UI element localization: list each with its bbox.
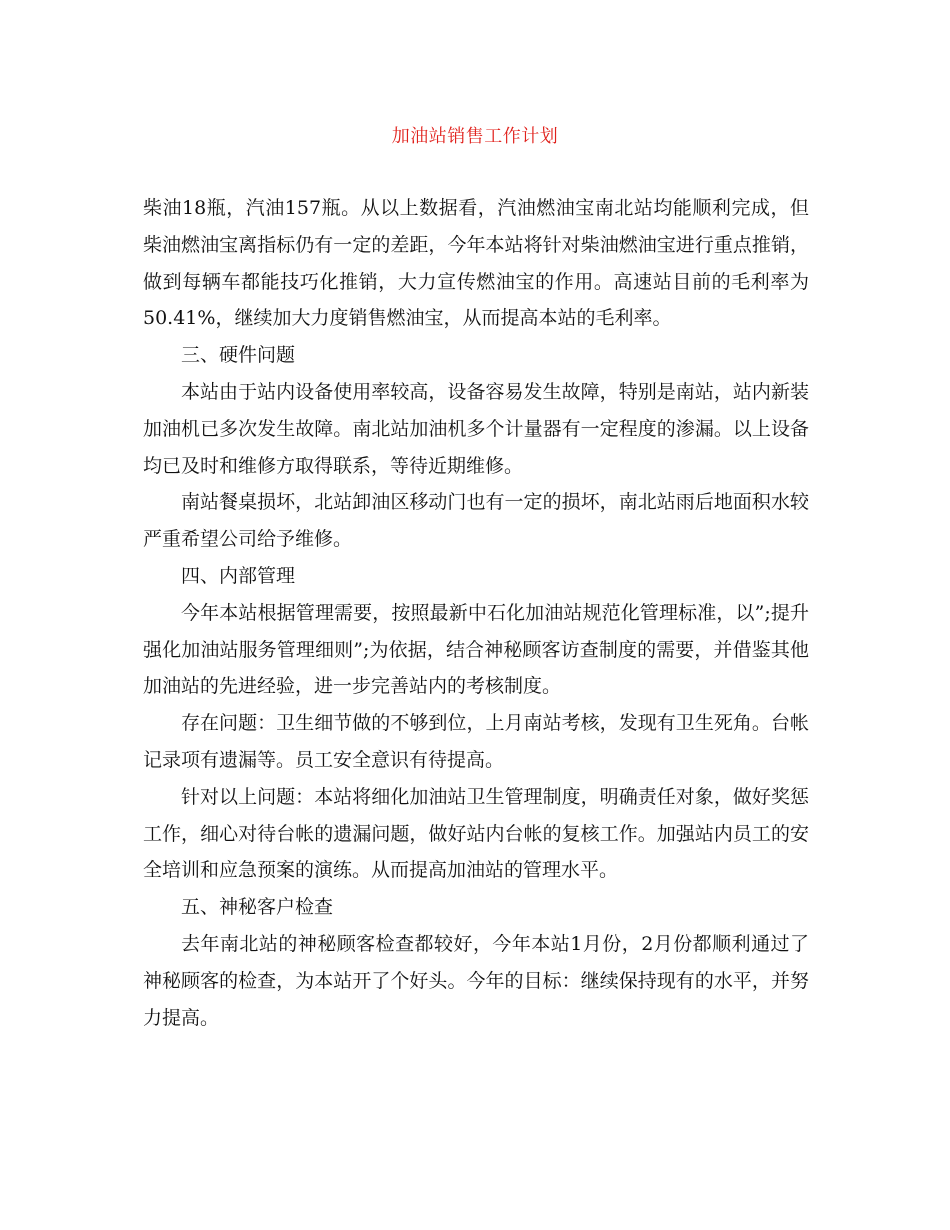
paragraph-management-standards: 今年本站根据管理需要，按照最新中石化加油站规范化管理标准，以”;提升强化加油站服务管理细则”;为依据，结合神秘顾客访查制度的需要，并借鉴其他加油站的先进经验，进一步完善站内的考核制度。 [143,601,809,698]
section-heading-hardware: 三、硬件问题 [181,344,296,367]
paragraph-management-issues: 存在问题：卫生细节做的不够到位，上月南站考核，发现有卫生死角。台帐记录项有遗漏等。员工安全意识有待提高。 [143,712,809,771]
document-title: 加油站销售工作计划 [391,126,559,147]
paragraph-hardware-equipment: 本站由于站内设备使用率较高，设备容易发生故障，特别是南站，站内新装加油机已多次发生故障。南北站加油机多个计量器有一定程度的渗漏。以上设备均已及时和维修方取得联系，等待近期维修。 [143,380,809,477]
document-body [143,190,809,1036]
paragraph-sales-summary: 柴油18瓶，汽油157瓶。从以上数据看，汽油燃油宝南北站均能顺利完成，但柴油燃油宝离指标仍有一定的差距，今年本站将针对柴油燃油宝进行重点推销，做到每辆车都能技巧化推销，大力宣传燃油宝的作用。高速站目前的毛利率为50.41%，继续加大力度销售燃油宝，从而提高本站的毛利率。 [143,197,809,330]
section-heading-internal-management: 四、内部管理 [181,564,296,587]
paragraph-mystery-customer: 去年南北站的神秘顾客检查都较好，今年本站1月份，2月份都顺利通过了神秘顾客的检查，为本站开了个好头。今年的目标：继续保持现有的水平，并努力提高。 [143,932,809,1029]
section-heading-mystery-customer: 五、神秘客户检查 [181,896,334,919]
paragraph-management-actions: 针对以上问题：本站将细化加油站卫生管理制度，明确责任对象，做好奖惩工作，细心对待台帐的遗漏问题，做好站内台帐的复核工作。加强站内员工的安全培训和应急预案的演练。从而提高加油站的管理水平。 [143,785,809,882]
paragraph-hardware-repairs: 南站餐桌损坏，北站卸油区移动门也有一定的损坏，南北站雨后地面积水较严重希望公司给予维修。 [143,491,809,551]
